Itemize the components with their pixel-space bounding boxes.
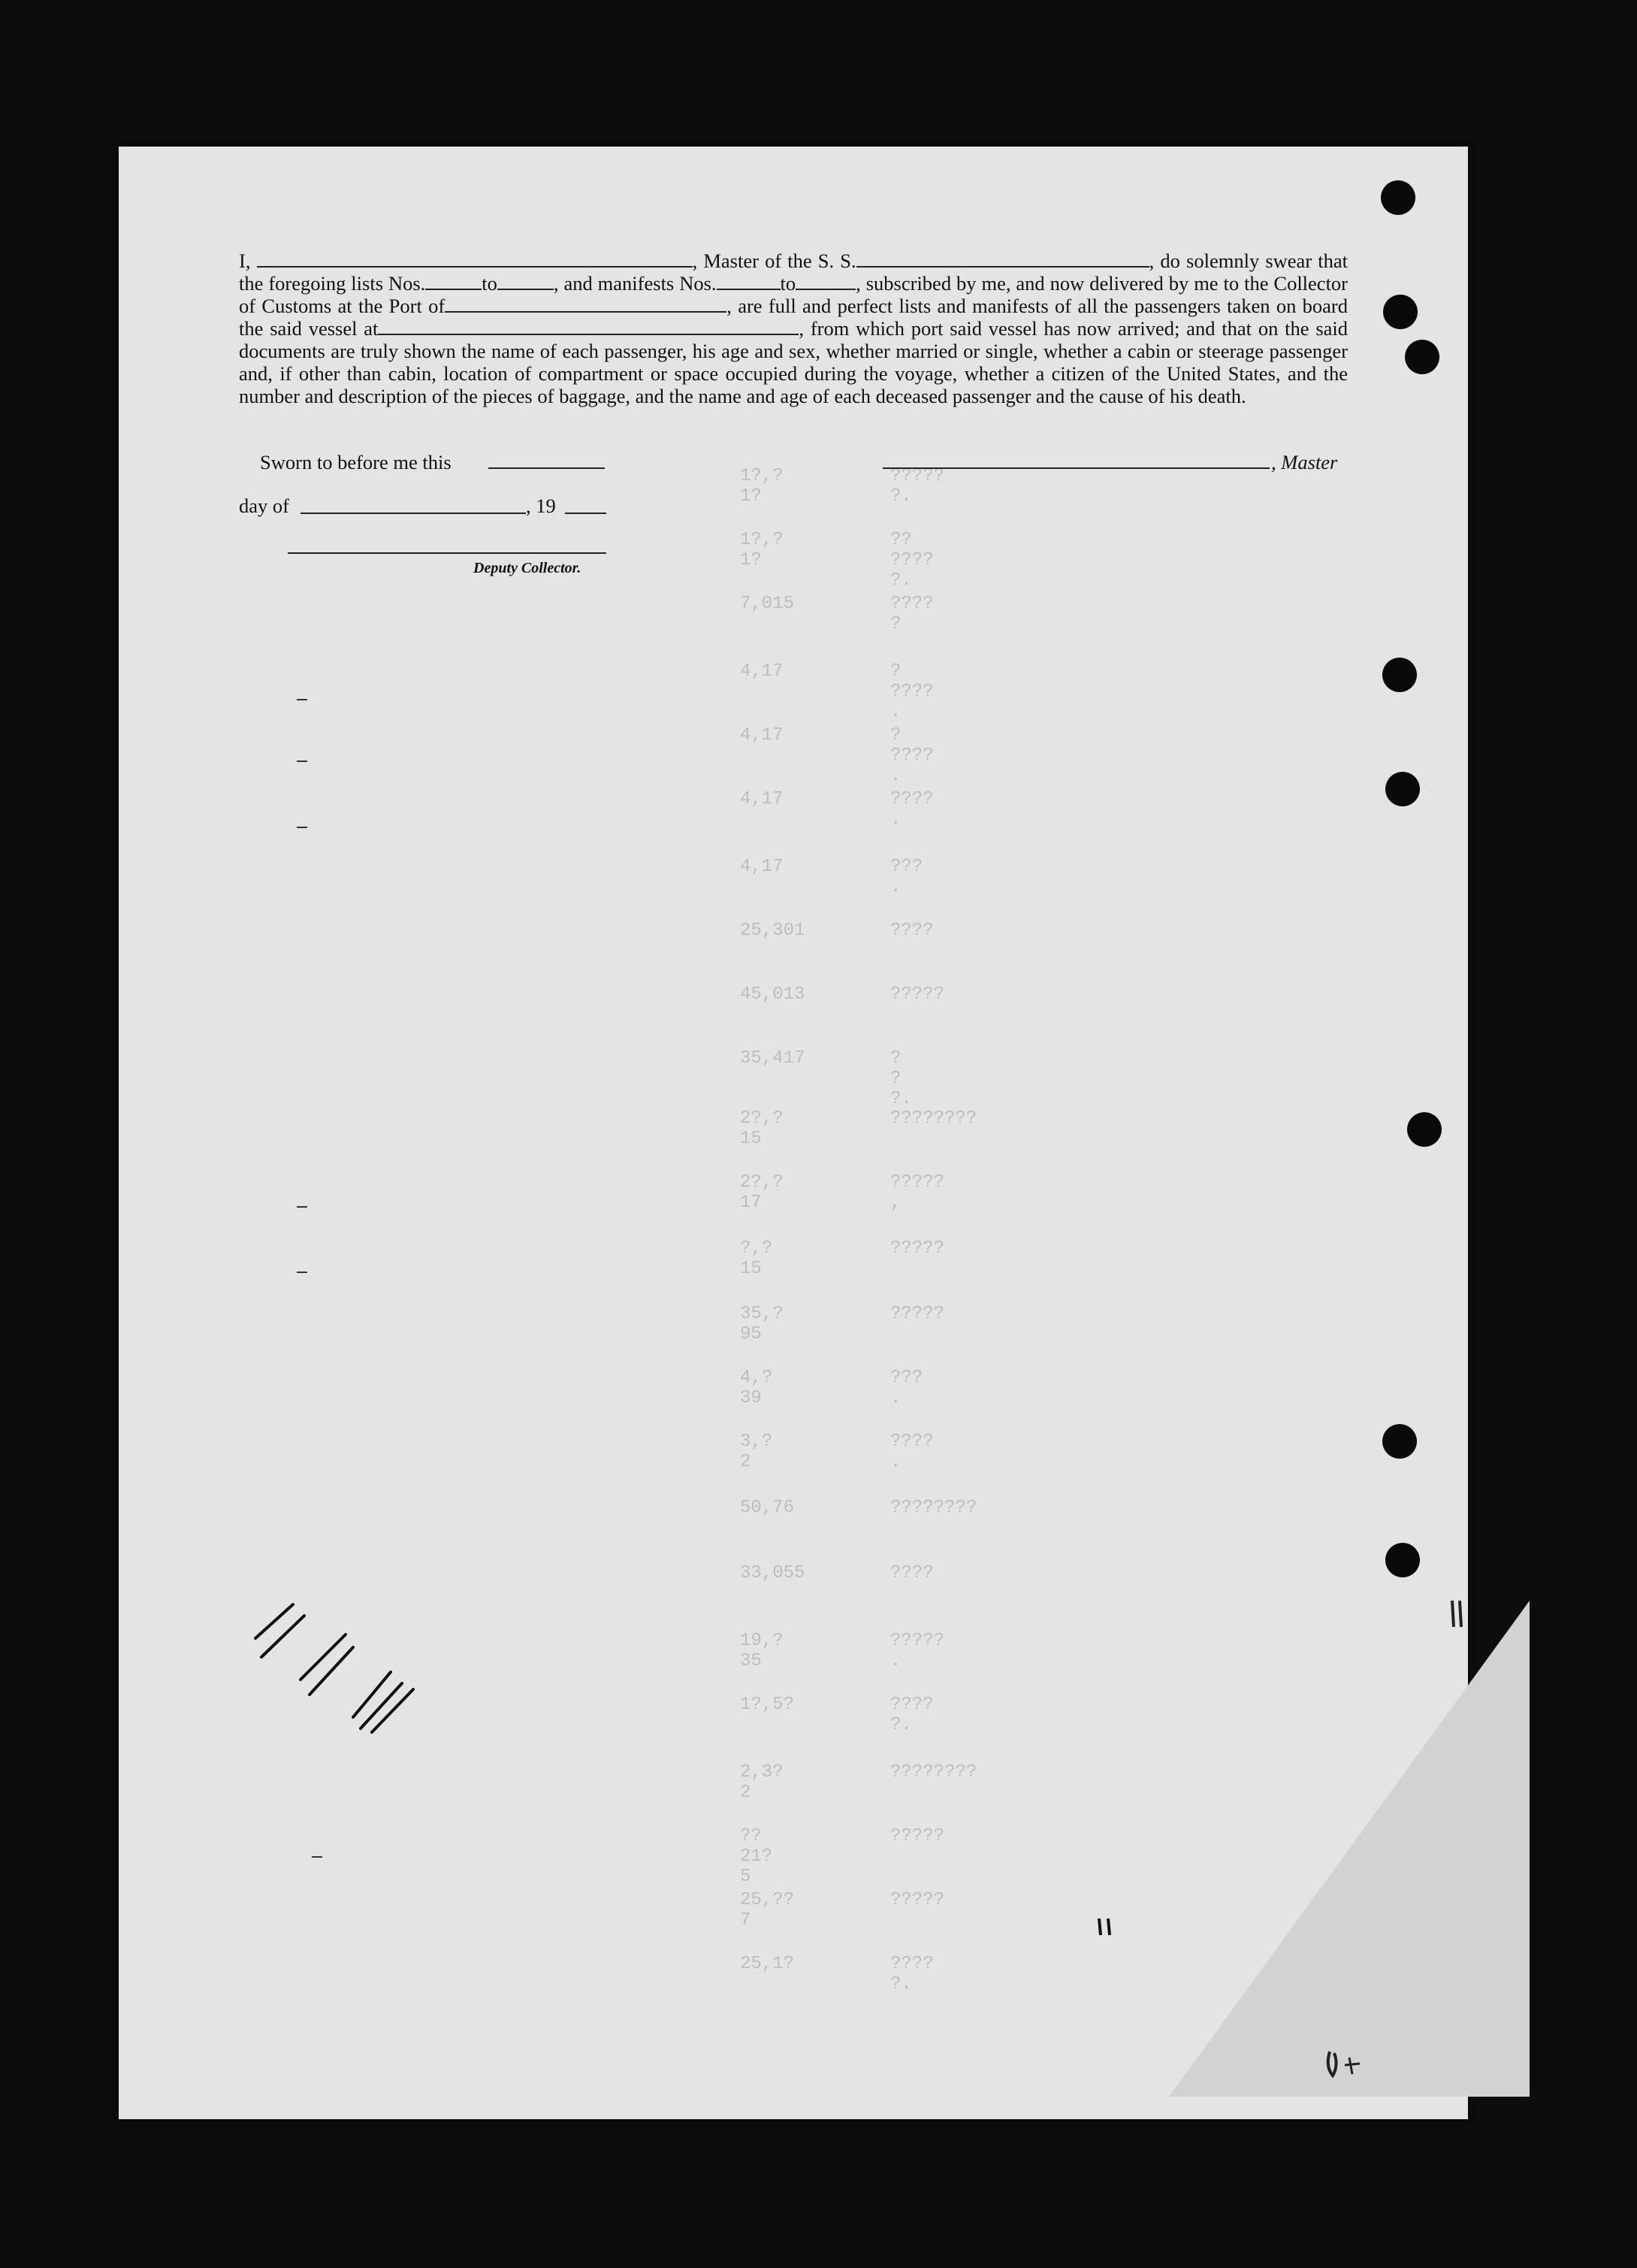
- list-to-blank: [497, 274, 554, 290]
- margin-tick: [1446, 1597, 1469, 1634]
- master-label: , Master: [1271, 451, 1338, 473]
- oath-text: , from which: [799, 317, 905, 340]
- day-of-line: [301, 513, 526, 514]
- oath-text: swear that the foregoing lists Nos.: [239, 249, 1349, 295]
- handwritten-tally-marks: [248, 1601, 443, 1736]
- oath-text: , subscribed by me, and now: [856, 272, 1085, 295]
- margin-dash: [297, 761, 307, 762]
- margin-dash: [312, 1856, 322, 1858]
- deputy-signature-line: [288, 552, 606, 554]
- margin-dash: [297, 1272, 307, 1273]
- oath-text: delivered by me to the Collector of Customs at the Port of: [239, 272, 1349, 317]
- sworn-label: Sworn to before me this: [260, 451, 452, 473]
- year-line: [565, 513, 606, 514]
- year-label: , 19: [526, 494, 556, 517]
- port-blank: [445, 296, 726, 313]
- oath-text: , Master of the S. S.: [692, 249, 856, 272]
- margin-tick: [1093, 1913, 1123, 1943]
- master-name-blank: [257, 251, 693, 268]
- oath-text: to: [780, 272, 796, 295]
- manifest-to-blank: [796, 274, 856, 290]
- oath-text: manifests of all the passengers taken on board the said vessel at: [239, 295, 1348, 340]
- margin-dash: [297, 699, 307, 700]
- manifest-from-blank: [717, 274, 781, 290]
- deputy-collector-label: Deputy Collector.: [473, 560, 581, 576]
- corner-scribble: [1322, 2044, 1367, 2082]
- departure-port-blank: [378, 319, 799, 335]
- sworn-date-line: [488, 467, 605, 469]
- master-signature-line: [883, 467, 1270, 469]
- oath-text: , are full and perfect lists and: [726, 295, 966, 317]
- bleed-through-text: 1?,?1? ????? ?. 1?,?1? ?? ???? ?. 7,015 ???? ? 4,17 ? ???? . 4,17 ? ???? . 4,17 ???? . 4,17 ??? . 25,301 ???? 45,013 ????? 35,417 ? ? ?. 2?,?15 ???????? 2?,?17 ????? , ?,?15 ????? 35,?95 ????? 4,?39 ??? . 3,?2 ???? . 50,76 ???????? 33,055 ???? 19,?35 ????? . 1?,5? ???? ?. 2,3?2 ???????? ??21?5 ????? 25,??7 ????? 25,1? ???? ?.: [740, 466, 977, 1994]
- margin-dash: [297, 827, 307, 828]
- vessel-name-blank: [856, 251, 1149, 268]
- oath-text: I,: [239, 249, 251, 272]
- oath-text: , and manifests Nos.: [553, 272, 717, 295]
- oath-text: , do solemnly: [1149, 249, 1260, 272]
- margin-dash: [297, 1206, 307, 1208]
- day-of-label: day of: [239, 494, 289, 517]
- list-from-blank: [425, 274, 482, 290]
- master-oath-paragraph: [239, 249, 1348, 407]
- oath-text: port said vessel has now arrived; and that on the said documents are truly shown the name of each passenger, his age and sex, whether married or single, whether a cabin or steerage passenger and, if other than cabin, location of compartment or space occupied during the voyage, whether a citizen of the United States, and the number and description of the pieces of baggage, and the name and age of each deceased passenger and the cause of his death.: [239, 317, 1349, 407]
- oath-text: to: [482, 272, 497, 295]
